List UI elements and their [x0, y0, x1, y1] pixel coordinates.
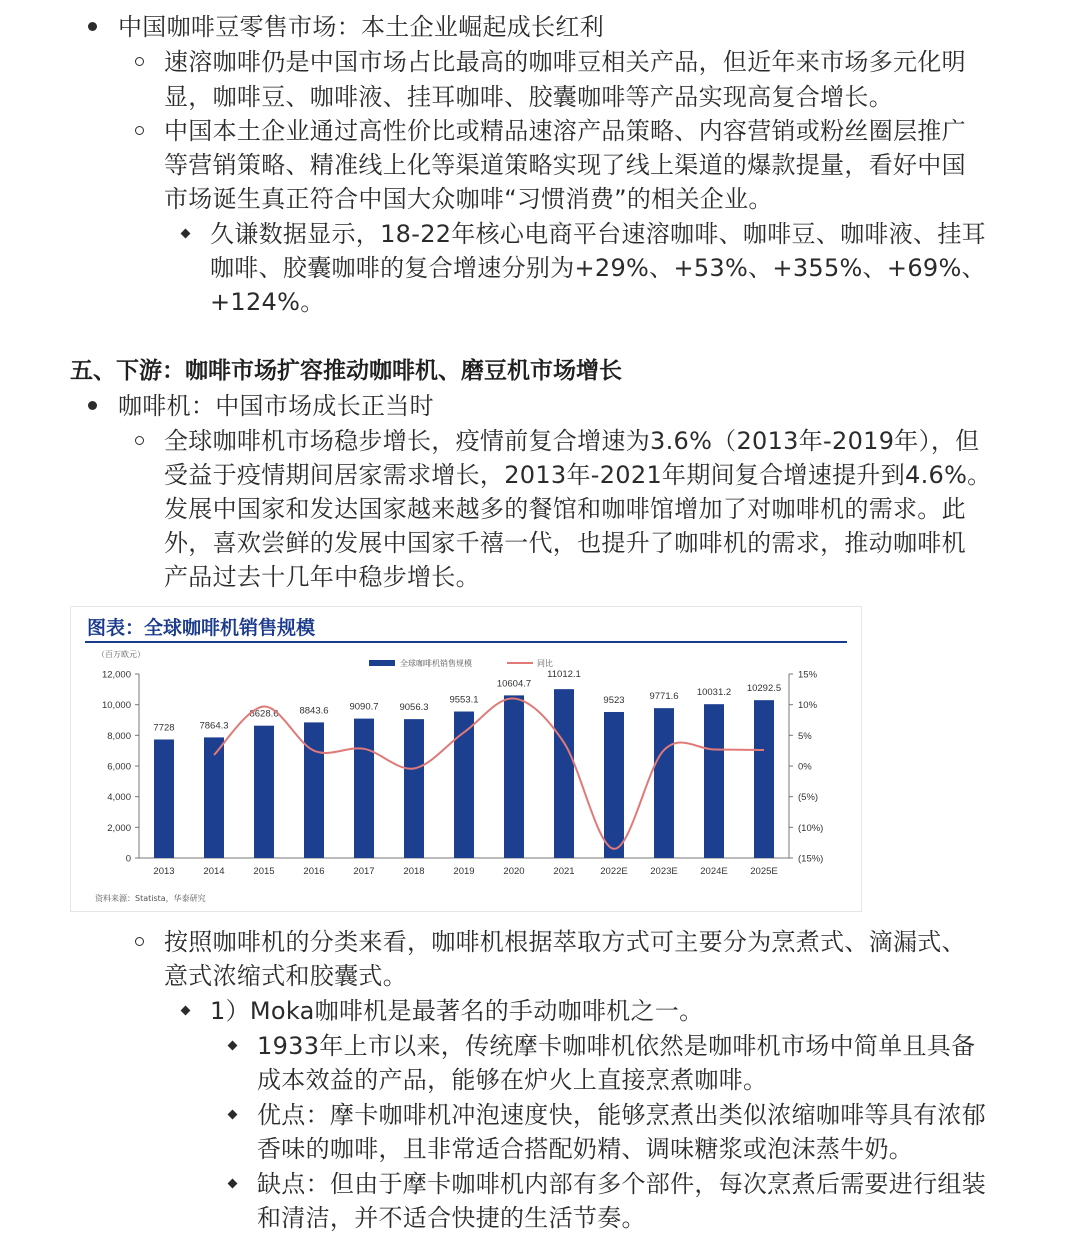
chart-bar — [504, 695, 524, 858]
y-tick-label: 0 — [125, 853, 131, 865]
bullet-circle-icon — [135, 57, 144, 66]
bar-data-label: 9056.3 — [399, 702, 429, 714]
bullet-diamond-icon — [228, 1179, 238, 1189]
paragraph-line: 按照咖啡机的分类来看，咖啡机根据萃取方式可主要分为烹煮式、滴漏式、 — [164, 928, 966, 956]
chart-container — [70, 606, 862, 912]
paragraph-line: 1933年上市以来，传统摩卡咖啡机依然是咖啡机市场中简单且具备 — [257, 1032, 976, 1060]
paragraph-line: 优点：摩卡咖啡机冲泡速度快，能够烹煮出类似浓缩咖啡等具有浓郁 — [257, 1101, 986, 1129]
bar-data-label: 10604.7 — [496, 678, 532, 690]
y-tick-label: 8,000 — [107, 730, 131, 742]
bar-data-label: 11012.1 — [547, 669, 581, 681]
chart-bar — [304, 722, 324, 858]
legend-line-label: 同比 — [537, 659, 553, 668]
bar-data-label: 9090.7 — [349, 701, 379, 713]
paragraph-line: 产品过去十几年中稳步增长。 — [164, 563, 480, 591]
list-item: 咖啡机：中国市场成长正当时 — [118, 392, 434, 420]
paragraph-line: 速溶咖啡仍是中国市场占比最高的咖啡豆相关产品，但近年来市场多元化明 — [164, 48, 966, 76]
chart-svg — [71, 607, 861, 911]
x-tick-label: 2017 — [353, 866, 375, 877]
bullet-disc-icon — [88, 401, 97, 410]
chart-source: 资料来源：Statista，华泰研究 — [95, 894, 206, 903]
y2-tick-label: (5%) — [798, 792, 819, 804]
x-tick-label: 2019 — [453, 866, 475, 877]
y2-tick-label: 0% — [798, 761, 812, 773]
chart-bar — [604, 712, 624, 858]
y2-tick-label: (15%) — [798, 853, 824, 865]
y2-tick-label: (10%) — [798, 822, 824, 834]
y-tick-label: 4,000 — [107, 792, 131, 804]
y2-tick-label: 10% — [798, 700, 818, 712]
bar-data-label: 9553.1 — [449, 694, 479, 706]
bar-data-label: 10292.5 — [746, 683, 782, 695]
bar-data-label: 10031.2 — [696, 687, 732, 699]
paragraph-line: 缺点：但由于摩卡咖啡机内部有多个部件，每次烹煮后需要进行组装 — [257, 1170, 986, 1198]
paragraph-line: 久谦数据显示，18-22年核心电商平台速溶咖啡、咖啡豆、咖啡液、挂耳 — [210, 220, 986, 248]
bar-data-label: 9523 — [603, 694, 625, 706]
x-tick-label: 2025E — [750, 866, 778, 877]
bar-data-label: 8628.6 — [249, 708, 279, 720]
x-tick-label: 2023E — [650, 866, 678, 877]
y2-tick-label: 15% — [798, 669, 818, 681]
y-tick-label: 10,000 — [101, 700, 131, 712]
bullet-disc-icon — [88, 22, 97, 31]
x-tick-label: 2024E — [700, 866, 728, 877]
x-tick-label: 2013 — [153, 866, 175, 877]
legend-bar-label: 全球咖啡机销售规模 — [400, 659, 472, 668]
paragraph-line: 等营销策略、精准线上化等渠道策略实现了线上渠道的爆款提量，看好中国 — [164, 151, 966, 179]
chart-bar — [204, 737, 224, 858]
bullet-circle-icon — [135, 937, 144, 946]
x-tick-label: 2022E — [600, 866, 628, 877]
chart-bar — [754, 700, 774, 858]
y-tick-label: 12,000 — [101, 669, 131, 681]
x-tick-label: 2015 — [253, 866, 275, 877]
chart-bar — [554, 689, 574, 858]
paragraph-line: 成本效益的产品，能够在炉火上直接烹煮咖啡。 — [257, 1066, 768, 1094]
bullet-circle-icon — [135, 436, 144, 445]
paragraph-line: 外，喜欢尝鲜的发展中国家千禧一代，也提升了咖啡机的需求，推动咖啡机 — [164, 529, 966, 557]
paragraph-line: 意式浓缩式和胶囊式。 — [164, 962, 407, 990]
list-item: 中国咖啡豆零售市场：本土企业崛起成长红利 — [118, 13, 604, 41]
chart-bar — [704, 704, 724, 858]
legend-bar-swatch — [369, 660, 395, 666]
y2-tick-label: 5% — [798, 730, 812, 742]
chart-bar — [404, 719, 424, 858]
x-tick-label: 2014 — [203, 866, 225, 877]
x-tick-label: 2018 — [403, 866, 425, 877]
chart-bar — [254, 726, 274, 858]
bullet-diamond-icon — [181, 1006, 191, 1016]
y-tick-label: 6,000 — [107, 761, 131, 773]
paragraph-line: 受益于疫情期间居家需求增长，2013年-2021年期间复合增速提升到4.6%。 — [164, 461, 992, 489]
paragraph-line: 咖啡、胶囊咖啡的复合增速分别为+29%、+53%、+355%、+69%、 — [210, 254, 986, 282]
paragraph-line: 显，咖啡豆、咖啡液、挂耳咖啡、胶囊咖啡等产品实现高复合增长。 — [164, 83, 893, 111]
bar-data-label: 7864.3 — [199, 720, 229, 732]
bullet-circle-icon — [135, 126, 144, 135]
paragraph-line: +124%。 — [210, 288, 325, 316]
bar-data-label: 8843.6 — [299, 705, 329, 717]
bullet-diamond-icon — [181, 229, 191, 239]
x-tick-label: 2016 — [303, 866, 325, 877]
x-tick-label: 2021 — [553, 866, 575, 877]
bar-data-label: 7728 — [153, 722, 175, 734]
chart-bar — [154, 740, 174, 858]
chart-bar — [354, 719, 374, 858]
chart-title: 图表：全球咖啡机销售规模 — [87, 617, 316, 639]
paragraph-line: 发展中国家和发达国家越来越多的餐馆和咖啡馆增加了对咖啡机的需求。此 — [164, 495, 966, 523]
paragraph-line: 和清洁，并不适合快捷的生活节奏。 — [257, 1204, 646, 1232]
bullet-diamond-icon — [228, 1041, 238, 1051]
paragraph-line: 中国本土企业通过高性价比或精品速溶产品策略、内容营销或粉丝圈层推广 — [164, 117, 966, 145]
y-tick-label: 2,000 — [107, 822, 131, 834]
bullet-diamond-icon — [228, 1110, 238, 1120]
paragraph-line: 全球咖啡机市场稳步增长，疫情前复合增速为3.6%（2013年-2019年），但 — [164, 427, 980, 455]
yoy-series-line — [214, 698, 764, 848]
x-tick-label: 2020 — [503, 866, 525, 877]
chart-unit-label: （百万欧元） — [97, 650, 145, 659]
bar-data-label: 9771.6 — [649, 691, 679, 703]
section-heading: 五、下游：咖啡市场扩容推动咖啡机、磨豆机市场增长 — [70, 358, 622, 384]
paragraph-line: 香味的咖啡，且非常适合搭配奶精、调味糖浆或泡沫蒸牛奶。 — [257, 1135, 914, 1163]
list-item: 1）Moka咖啡机是最著名的手动咖啡机之一。 — [210, 997, 704, 1025]
chart-bar — [654, 708, 674, 858]
paragraph-line: 市场诞生真正符合中国大众咖啡“习惯消费”的相关企业。 — [164, 185, 773, 213]
